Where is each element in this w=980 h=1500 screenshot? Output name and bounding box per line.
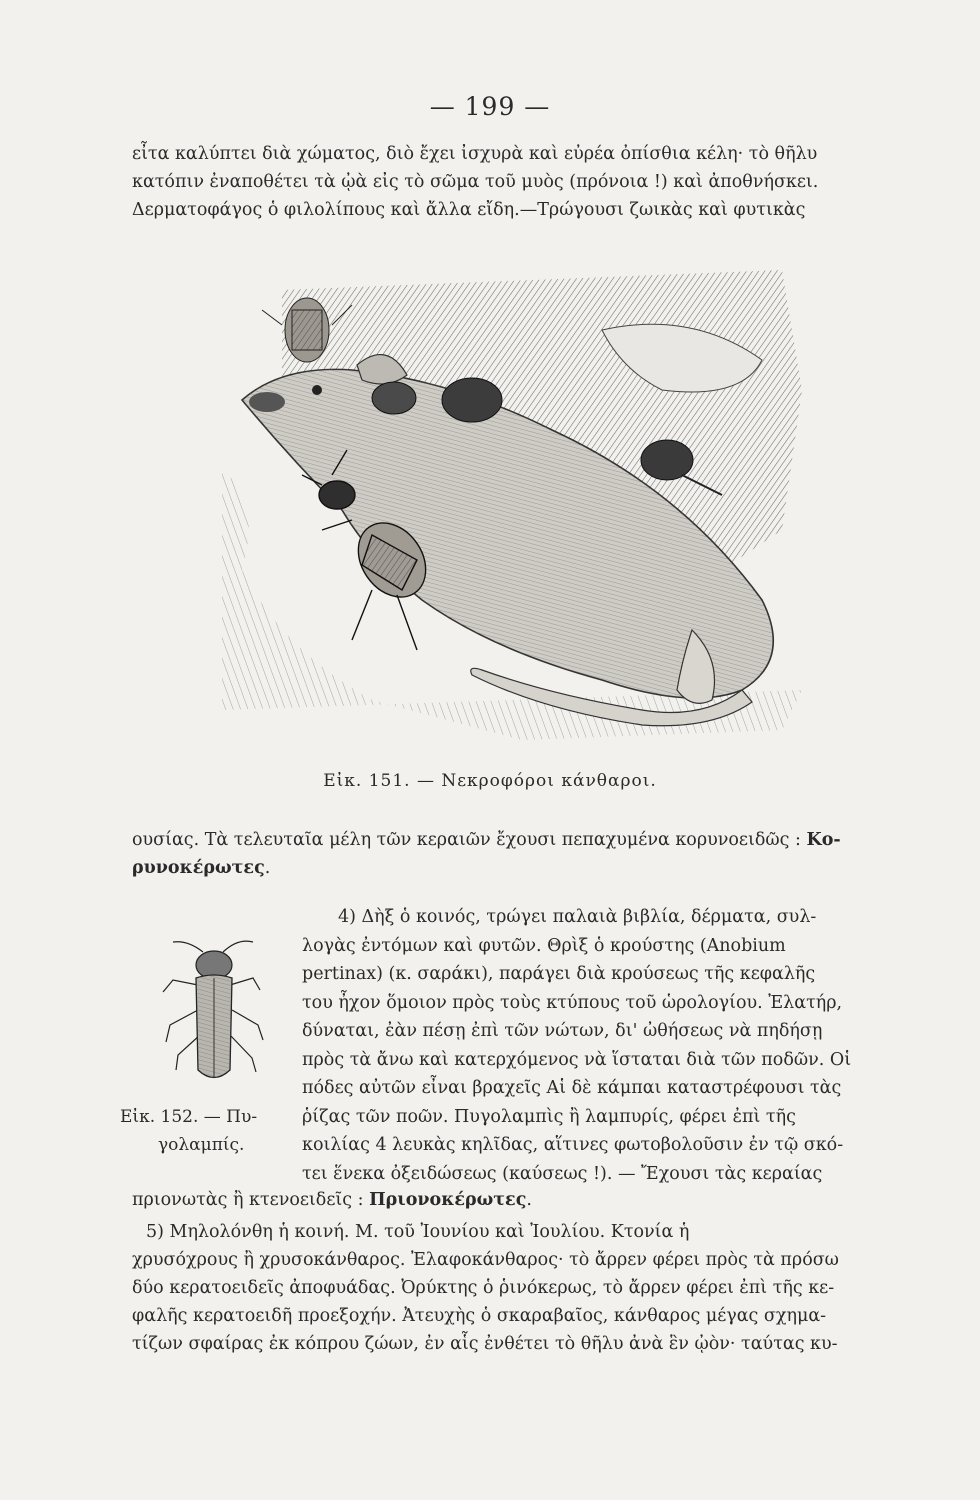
figure-152-caption bbox=[120, 1103, 290, 1159]
text-line: τίζων σφαίρας ἐκ κόπρου ζώων, ἐν αἷς ἐνθέτει τὸ θῆλυ ἀνὰ ἓν ᾠὸν· ταύτας κυ- bbox=[132, 1334, 838, 1354]
text-line: 5) Μηλολόνθη ἡ κοινή. Μ. τοῦ Ἰουνίου καὶ Ἰουλίου. Κτονία ἡ bbox=[146, 1222, 690, 1242]
paragraph-2 bbox=[132, 826, 908, 882]
figure-151-caption: Εἰκ. 151. — Νεκροφόροι κάνθαροι. bbox=[323, 771, 657, 791]
text-line: ῥίζας τῶν ποῶν. Πυγολαμπὶς ἢ λαμπυρίς, φέρει ἐπὶ τῆς bbox=[302, 1106, 796, 1127]
paragraph-5 bbox=[132, 1218, 908, 1358]
caption-line: Εἰκ. 152. — Πυ- bbox=[120, 1107, 258, 1127]
text-line: λογὰς ἐντόμων καὶ φυτῶν. Θρὶξ ὁ κρούστης (Anobium bbox=[302, 935, 786, 956]
text-line: δύναται, ἐὰν πέσῃ ἐπὶ τῶν νώτων, δι' ὠθήσεως νὰ πηδήσῃ bbox=[302, 1021, 823, 1041]
text-line: κοιλίας 4 λευκὰς κηλῖδας, αἵτινες φωτοβολοῦσιν ἐν τῷ σκό- bbox=[302, 1135, 844, 1155]
text-line: εἶτα καλύπτει διὰ χώματος, διὸ ἔχει ἰσχυρὰ καὶ εὐρέα ὀπίσθια κέλη· τὸ θῆλυ bbox=[132, 144, 818, 164]
page-number: — 199 — bbox=[429, 92, 551, 121]
paragraph-3 bbox=[302, 903, 908, 1188]
paragraph-1 bbox=[132, 140, 908, 224]
text-line: pertinax) (κ. σαράκι), παράγει διὰ κρούσεως τῆς κεφαλῆς bbox=[302, 964, 816, 984]
text-line: δύο κερατοειδεῖς ἀποφυάδας. Ὀρύκτης ὁ ῥινόκερως, τὸ ἄρρεν φέρει ἐπὶ τῆς κε- bbox=[132, 1278, 835, 1298]
text-line: φαλῆς κερατοειδῆ προεξοχήν. Ἀτευχὴς ὁ σκαραβαῖος, κάνθαρος μέγας σχημα- bbox=[132, 1306, 827, 1326]
text-line: του ἦχον ὅμοιον πρὸς τοὺς κτύπους τοῦ ὡρολογίου. Ἐλατήρ, bbox=[302, 992, 843, 1013]
text-span: . bbox=[526, 1190, 532, 1210]
text-line: πόδες αὐτῶν εἶναι βραχεῖς Αἱ δὲ κάμπαι καταστρέφουσι τὰς bbox=[302, 1078, 842, 1098]
text-line: πρὸς τὰ ἄνω καὶ κατερχόμενος νὰ ἵσταται διὰ τῶν ποδῶν. Οἱ bbox=[302, 1049, 852, 1070]
text-span: . bbox=[264, 858, 271, 878]
paragraph-4 bbox=[132, 1186, 908, 1214]
bold-term: Κο- bbox=[806, 830, 841, 850]
bold-term: Πριονοκέρωτες bbox=[369, 1190, 527, 1210]
text-line: κατόπιν ἐναποθέτει τὰ ᾠὰ εἰς τὸ σῶμα τοῦ μυὸς (πρόνοια !) καὶ ἀποθνήσκει. bbox=[132, 172, 819, 192]
text-line bbox=[132, 826, 908, 854]
text-span: ουσίας. Τὰ τελευταῖα μέλη τῶν κεραιῶν ἔχουσι πεπαχυμένα κορυνοειδῶς : bbox=[132, 830, 801, 850]
text-span: πριονωτὰς ἢ κτενοειδεῖς : bbox=[132, 1190, 364, 1210]
text-line: χρυσόχρους ἢ χρυσοκάνθαρος. Ἐλαφοκάνθαρος· τὸ ἄρρεν φέρει πρὸς τὰ πρόσω bbox=[132, 1250, 839, 1270]
bold-term: ρυνοκέρωτες bbox=[132, 858, 265, 878]
text-line: Δερματοφάγος ὁ φιλολίπους καὶ ἄλλα εἴδη.—Τρώγουσι ζωικὰς καὶ φυτικὰς bbox=[132, 200, 806, 220]
burying-beetles-engraving bbox=[222, 270, 802, 748]
text-line bbox=[132, 1186, 908, 1214]
caption-line: γολαμπίς. bbox=[158, 1135, 245, 1155]
glow-worm-beetle-engraving bbox=[148, 930, 278, 1090]
text-line bbox=[132, 854, 908, 882]
text-line: τει ἕνεκα ὀξειδώσεως (καύσεως !). — Ἔχουσι τὰς κεραίας bbox=[302, 1163, 823, 1184]
text-line: 4) Δὴξ ὁ κοινός, τρώγει παλαιὰ βιβλία, δέρματα, συλ- bbox=[338, 907, 817, 927]
